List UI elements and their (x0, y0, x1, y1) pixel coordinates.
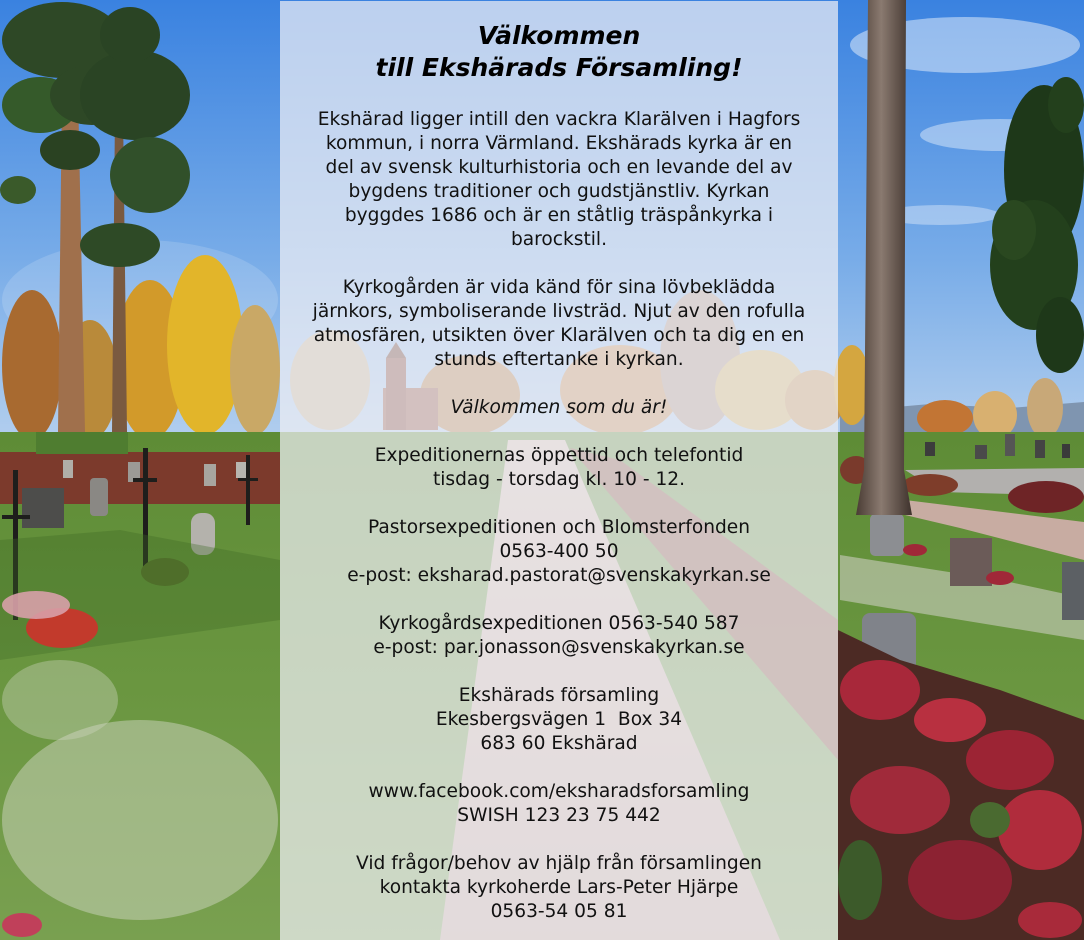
intro-line: byggdes 1686 och är en ståtlig träspånkyrka i (344, 205, 774, 226)
gravestone (1062, 444, 1070, 458)
parish-office-phone: 0563-400 50 (499, 541, 619, 562)
contact-line: Vid frågor/behov av hjälp från församlingen (356, 853, 762, 874)
heather (2, 591, 70, 619)
intro-line: Ekshärad ligger intill den vackra Klarälven i Hagfors (317, 109, 801, 130)
iron-cross (246, 455, 250, 525)
green-shrub (838, 840, 882, 920)
red-shrub (966, 730, 1054, 790)
page-title (280, 20, 838, 84)
churchyard-line: stunds eftertanke i kyrkan. (434, 349, 684, 370)
frost-patch (2, 660, 118, 740)
intro-paragraph (280, 108, 838, 252)
evergreen-tree (1048, 77, 1084, 133)
autumn-tree (1027, 378, 1063, 438)
gravestone (236, 462, 246, 478)
opening-hours-title: Expeditionernas öppettid och telefontid (374, 445, 744, 466)
facebook-address: www.facebook.com/eksharadsforsamling (368, 781, 750, 802)
autumn-tree (973, 391, 1017, 439)
title-line: till Ekshärads Församling! (375, 53, 743, 82)
cemetery-office-email: e-post: par.jonasson@svenskakyrkan.se (373, 637, 745, 658)
iron-cross-bar (133, 478, 157, 482)
gravestone (950, 538, 992, 586)
gravestone (90, 478, 108, 516)
gravestone (975, 445, 987, 459)
churchyard-line: atmosfären, utsikten över Klarälven och ta dig en en (313, 325, 805, 346)
churchyard-paragraph (280, 276, 838, 372)
pine-tree-canopy (80, 50, 190, 140)
flower-bed (903, 544, 927, 556)
flower-bed (2, 913, 42, 937)
gravestone (1062, 562, 1084, 620)
intro-line: bygdens traditioner och gudstjänstliv. Kyrkan (348, 181, 770, 202)
iron-cross-bar (2, 515, 30, 519)
red-shrub (914, 698, 986, 742)
parish-office (280, 516, 838, 588)
green-shrub (970, 802, 1010, 838)
red-shrub (850, 766, 950, 834)
churchyard-line: järnkors, symboliserande livsträd. Njut av den rofulla (312, 301, 806, 322)
shrub (141, 558, 189, 586)
red-shrub (840, 660, 920, 720)
contact-phone: 0563-54 05 81 (490, 901, 628, 922)
gravestone (1035, 440, 1045, 458)
cemetery-office (280, 612, 838, 660)
title-line: Välkommen (477, 21, 641, 50)
green-hedge (36, 432, 128, 454)
address-postal: 683 60 Ekshärad (480, 733, 638, 754)
gravestone (870, 514, 904, 556)
red-shrub (998, 790, 1082, 870)
pine-tree-canopy (40, 130, 100, 170)
intro-line: del av svensk kulturhistoria och en levande del av (325, 157, 793, 178)
welcome-panel (280, 1, 838, 940)
parish-office-email: e-post: eksharad.pastorat@svenskakyrkan.se (347, 565, 771, 586)
address-street: Ekesbergsvägen 1 Box 34 (435, 709, 683, 730)
hedge (902, 474, 958, 496)
intro-line: barockstil. (510, 229, 608, 250)
gravestone (22, 488, 64, 528)
autumn-tree (230, 305, 280, 435)
gravestone (204, 464, 216, 486)
gravestone (63, 460, 73, 478)
postal-address (280, 684, 838, 756)
iron-cross-bar (238, 478, 258, 481)
churchyard-line: Kyrkogården är vida känd för sina lövbeklädda (342, 277, 776, 298)
opening-hours-times: tisdag - torsdag kl. 10 - 12. (432, 469, 686, 490)
swish-number: SWISH 123 23 75 442 (457, 805, 661, 826)
pine-tree-canopy (0, 176, 36, 204)
greeting-text: Välkommen som du är! (450, 397, 668, 418)
evergreen-tree (992, 200, 1036, 260)
autumn-tree (2, 290, 62, 440)
gravestone (925, 442, 935, 456)
pine-tree-canopy (100, 7, 160, 63)
parish-office-name: Pastorsexpeditionen och Blomsterfonden (367, 517, 751, 538)
flower-bed (986, 571, 1014, 585)
intro-line: kommun, i norra Värmland. Ekshärads kyrka är en (325, 133, 793, 154)
red-shrub (908, 840, 1012, 920)
pine-tree-canopy (110, 137, 190, 213)
frost-patch (2, 720, 278, 920)
contact-line: kontakta kyrkoherde Lars-Peter Hjärpe (379, 877, 739, 898)
pine-tree-canopy (80, 223, 160, 267)
address-name: Ekshärads församling (458, 685, 660, 706)
greeting-paragraph (280, 396, 838, 420)
evergreen-tree (1036, 297, 1084, 373)
autumn-tree (917, 400, 973, 436)
hedge (1008, 481, 1084, 513)
contact-info (280, 852, 838, 924)
autumn-birch-tree (167, 255, 243, 435)
opening-hours (280, 444, 838, 492)
red-shrub (1018, 902, 1082, 938)
cemetery-office-phone: Kyrkogårdsexpeditionen 0563-540 587 (378, 613, 740, 634)
gravestone (1005, 434, 1015, 456)
online-info (280, 780, 838, 828)
